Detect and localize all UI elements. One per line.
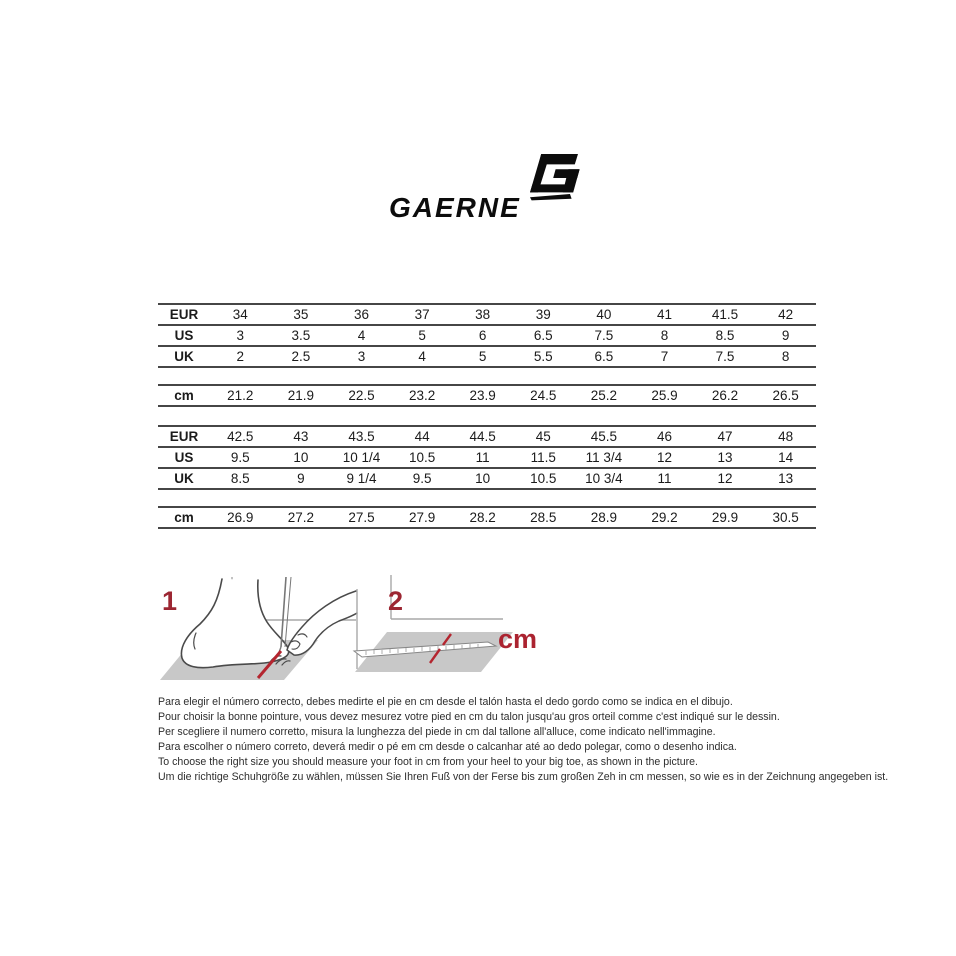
size-cell: 3.5 bbox=[291, 328, 311, 343]
instruction-line: To choose the right size you should measure your foot in cm from your heel to your big toe, as shown in the picture. bbox=[158, 756, 698, 768]
size-cell: 13 bbox=[778, 471, 794, 486]
step-2-number: 2 bbox=[388, 586, 404, 616]
instruction-line: Per scegliere il numero corretto, misura la lunghezza del piede in cm dal tallone all'alluce, come indicato nell'immagine. bbox=[158, 726, 716, 738]
row-label: US bbox=[174, 450, 194, 465]
size-cell: 11 3/4 bbox=[585, 450, 623, 465]
size-cell: 29.9 bbox=[711, 510, 739, 525]
size-cell: 6 bbox=[478, 328, 487, 343]
size-cell: 10.5 bbox=[408, 450, 436, 465]
size-cell: 22.5 bbox=[348, 388, 375, 403]
size-table-eur-us-uk-1 bbox=[158, 303, 816, 368]
size-cell: 44 bbox=[414, 429, 430, 444]
size-row-uk bbox=[158, 346, 816, 367]
size-cell: 47 bbox=[717, 429, 733, 444]
size-cell: 8.5 bbox=[230, 471, 250, 486]
size-cell: 9.5 bbox=[230, 450, 250, 465]
size-cell: 35 bbox=[293, 307, 309, 322]
instruction-line: Para elegir el número correcto, debes medirte el pie en cm desde el talón hasta el dedo gordo como se indica en el dibujo. bbox=[158, 696, 733, 708]
size-cell: 30.5 bbox=[772, 510, 799, 525]
size-cell: 42.5 bbox=[227, 429, 254, 444]
size-cell: 7.5 bbox=[715, 349, 735, 364]
row-label: cm bbox=[174, 510, 194, 525]
size-cell: 21.2 bbox=[227, 388, 254, 403]
size-cell: 8.5 bbox=[715, 328, 735, 343]
size-cell: 7 bbox=[660, 349, 669, 364]
hand-drawing bbox=[287, 591, 357, 655]
gaerne-logo bbox=[385, 150, 620, 228]
size-cell: 41.5 bbox=[711, 307, 739, 322]
size-cell: 9 bbox=[297, 471, 305, 486]
size-cell: 45.5 bbox=[590, 429, 617, 444]
size-row-eur bbox=[158, 304, 816, 325]
size-cell: 10 bbox=[293, 450, 309, 465]
row-label: UK bbox=[174, 349, 194, 364]
size-cell: 3 bbox=[357, 349, 366, 364]
size-cell: 26.5 bbox=[772, 388, 799, 403]
instruction-line: Um die richtige Schuhgröße zu wählen, müssen Sie Ihren Fuß von der Ferse bis zum großen Zeh in cm messen, so wie es in der Zeichnung angegeben ist. bbox=[158, 771, 889, 783]
size-cell: 27.2 bbox=[287, 510, 315, 525]
size-row-cm bbox=[158, 385, 816, 406]
instruction-line: Para escolher o número correto, deverá medir o pé em cm desde o calcanhar até ao dedo polegar, como o desenho indica. bbox=[158, 741, 737, 753]
size-cell: 10 1/4 bbox=[342, 450, 381, 465]
size-cell: 25.2 bbox=[590, 388, 617, 403]
size-cell: 41 bbox=[656, 307, 672, 322]
size-cell: 28.9 bbox=[590, 510, 617, 525]
size-cell: 9 1/4 bbox=[346, 471, 377, 486]
size-cell: 21.9 bbox=[287, 388, 315, 403]
instruction-line: Pour choisir la bonne pointure, vous devez mesurez votre pied en cm du talon jusqu'au gros orteil comme c'est indiqué sur le dessin. bbox=[158, 711, 780, 723]
size-cell: 25.9 bbox=[651, 388, 678, 403]
row-label: UK bbox=[174, 471, 194, 486]
size-cell: 43.5 bbox=[348, 429, 375, 444]
size-cell: 6.5 bbox=[594, 349, 614, 364]
size-cell: 4 bbox=[418, 349, 426, 364]
size-chart bbox=[158, 303, 816, 529]
row-label: cm bbox=[174, 388, 194, 403]
size-table-cm-1 bbox=[158, 384, 816, 407]
size-cell: 37 bbox=[414, 307, 430, 322]
foot-measure-figure bbox=[160, 577, 357, 680]
size-cell: 2 bbox=[236, 349, 245, 364]
size-cell: 2.5 bbox=[291, 349, 311, 364]
size-cell: 36 bbox=[353, 307, 369, 322]
size-cell: 23.2 bbox=[408, 388, 436, 403]
size-cell: 5.5 bbox=[533, 349, 553, 364]
size-cell: 23.9 bbox=[469, 388, 496, 403]
size-row-us bbox=[158, 447, 816, 468]
size-cell: 8 bbox=[660, 328, 669, 343]
size-cell: 8 bbox=[781, 349, 790, 364]
size-row-eur bbox=[158, 426, 816, 447]
size-cell: 12 bbox=[717, 471, 733, 486]
gaerne-g-icon bbox=[513, 154, 587, 202]
row-label: US bbox=[174, 328, 194, 343]
size-cell: 38 bbox=[475, 307, 491, 322]
size-cell: 14 bbox=[778, 450, 794, 465]
size-cell: 48 bbox=[778, 429, 794, 444]
size-cell: 40 bbox=[596, 307, 612, 322]
size-table-cm-2 bbox=[158, 506, 816, 529]
size-cell: 28.2 bbox=[469, 510, 496, 525]
cm-unit-label: cm bbox=[498, 624, 538, 654]
size-cell: 11.5 bbox=[530, 450, 556, 465]
size-cell: 9 bbox=[781, 328, 790, 343]
size-row-us bbox=[158, 325, 816, 346]
size-cell: 7.5 bbox=[594, 328, 614, 343]
size-cell: 26.9 bbox=[227, 510, 254, 525]
size-cell: 27.5 bbox=[348, 510, 375, 525]
size-cell: 27.9 bbox=[408, 510, 436, 525]
size-cell: 29.2 bbox=[651, 510, 678, 525]
size-cell: 6.5 bbox=[533, 328, 553, 343]
size-cell: 28.5 bbox=[530, 510, 557, 525]
size-cell: 4 bbox=[357, 328, 366, 343]
size-cell: 5 bbox=[418, 328, 426, 343]
brand-wordmark: GAERNE bbox=[389, 192, 521, 223]
size-cell: 10.5 bbox=[530, 471, 557, 486]
size-cell: 44.5 bbox=[469, 429, 496, 444]
instructions-text bbox=[158, 695, 889, 785]
measuring-figures bbox=[158, 575, 588, 695]
size-cell: 13 bbox=[717, 450, 733, 465]
size-cell: 10 bbox=[475, 471, 491, 486]
row-label: EUR bbox=[169, 429, 199, 444]
size-cell: 11 bbox=[657, 471, 672, 486]
size-cell: 24.5 bbox=[530, 388, 557, 403]
row-label: EUR bbox=[169, 307, 199, 322]
size-cell: 5 bbox=[478, 349, 487, 364]
size-cell: 11 bbox=[475, 450, 490, 465]
size-row-cm bbox=[158, 507, 816, 528]
size-row-uk bbox=[158, 468, 816, 489]
size-table-eur-us-uk-2 bbox=[158, 425, 816, 490]
size-cell: 34 bbox=[232, 307, 248, 322]
size-cell: 39 bbox=[535, 307, 551, 322]
size-cell: 3 bbox=[236, 328, 245, 343]
size-cell: 43 bbox=[293, 429, 309, 444]
size-cell: 26.2 bbox=[711, 388, 739, 403]
size-cell: 12 bbox=[656, 450, 672, 465]
size-cell: 9.5 bbox=[412, 471, 432, 486]
size-cell: 42 bbox=[778, 307, 794, 322]
foot-drawing bbox=[181, 579, 290, 668]
step-1-number: 1 bbox=[162, 586, 178, 616]
size-cell: 46 bbox=[656, 429, 672, 444]
size-cell: 45 bbox=[535, 429, 551, 444]
ruler-figure bbox=[354, 575, 513, 672]
size-cell: 10 3/4 bbox=[585, 471, 623, 486]
